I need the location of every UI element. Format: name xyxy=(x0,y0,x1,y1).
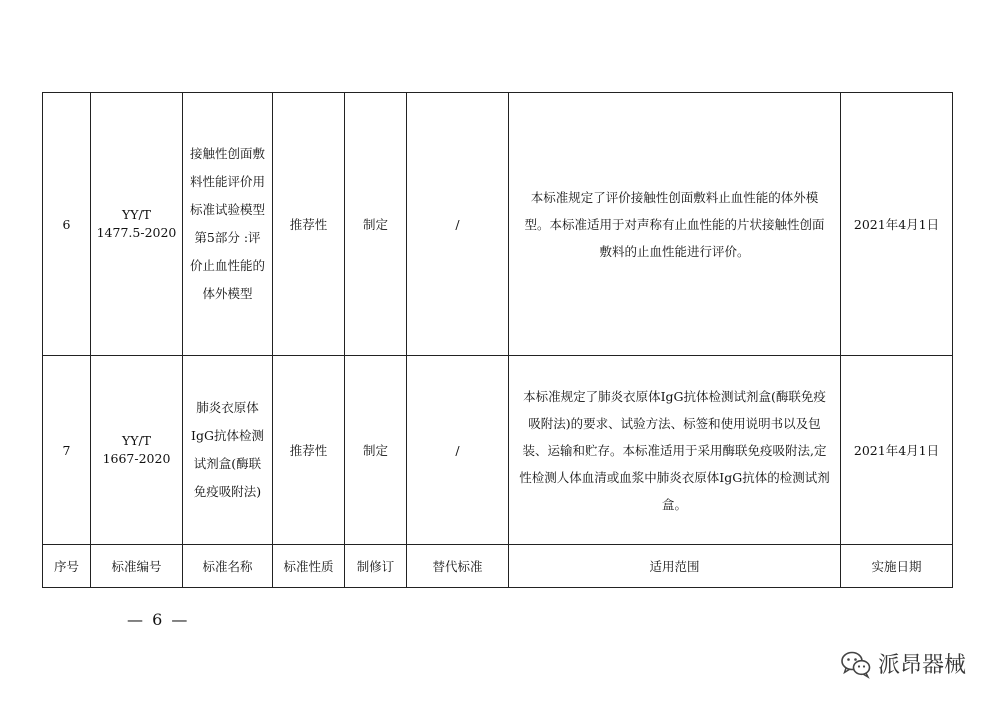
code-cell xyxy=(91,356,183,545)
watermark xyxy=(840,648,966,679)
table-row xyxy=(43,93,953,356)
header-scope: 适用范围 xyxy=(509,545,841,588)
watermark-text: 派昂器械 xyxy=(877,653,966,678)
wechat-icon xyxy=(840,649,872,679)
code-line: YY/T xyxy=(121,207,152,222)
header-code: 标准编号 xyxy=(91,545,183,588)
page-number: — 6 — xyxy=(127,610,190,629)
standards-table xyxy=(42,92,953,588)
scope-cell: 本标准规定了评价接触性创面敷料止血性能的体外模型。本标准适用于对声称有止血性能的片状接触性创面敷料的止血性能进行评价。 xyxy=(509,93,841,356)
code-line: YY/T xyxy=(121,433,152,448)
nature-cell: 推荐性 xyxy=(273,93,345,356)
table-row xyxy=(43,356,953,545)
code-line: 1477.5-2020 xyxy=(96,225,177,240)
name-cell: 肺炎衣原体IgG抗体检测试剂盒(酶联免疫吸附法) xyxy=(183,356,273,545)
nature-cell: 推荐性 xyxy=(273,356,345,545)
header-name: 标准名称 xyxy=(183,545,273,588)
table-header-row xyxy=(43,545,953,588)
header-replace: 替代标准 xyxy=(407,545,509,588)
header-nature: 标准性质 xyxy=(273,545,345,588)
code-cell xyxy=(91,93,183,356)
header-seq: 序号 xyxy=(43,545,91,588)
replace-cell: / xyxy=(407,93,509,356)
revision-cell: 制定 xyxy=(345,356,407,545)
revision-cell: 制定 xyxy=(345,93,407,356)
header-revision: 制修订 xyxy=(345,545,407,588)
scope-cell: 本标准规定了肺炎衣原体IgG抗体检测试剂盒(酶联免疫吸附法)的要求、试验方法、标签和使用说明书以及包装、运输和贮存。本标准适用于采用酶联免疫吸附法,定性检测人体血清或血浆中肺炎衣原体IgG抗体的检测试剂盒。 xyxy=(509,356,841,545)
date-cell: 2021年4月1日 xyxy=(841,93,953,356)
name-cell: 接触性创面敷料性能评价用标准试验模型 第5部分 :评价止血性能的体外模型 xyxy=(183,93,273,356)
seq-cell: 7 xyxy=(43,356,91,545)
replace-cell: / xyxy=(407,356,509,545)
code-line: 1667-2020 xyxy=(102,451,171,466)
seq-cell: 6 xyxy=(43,93,91,356)
header-date: 实施日期 xyxy=(841,545,953,588)
date-cell: 2021年4月1日 xyxy=(841,356,953,545)
